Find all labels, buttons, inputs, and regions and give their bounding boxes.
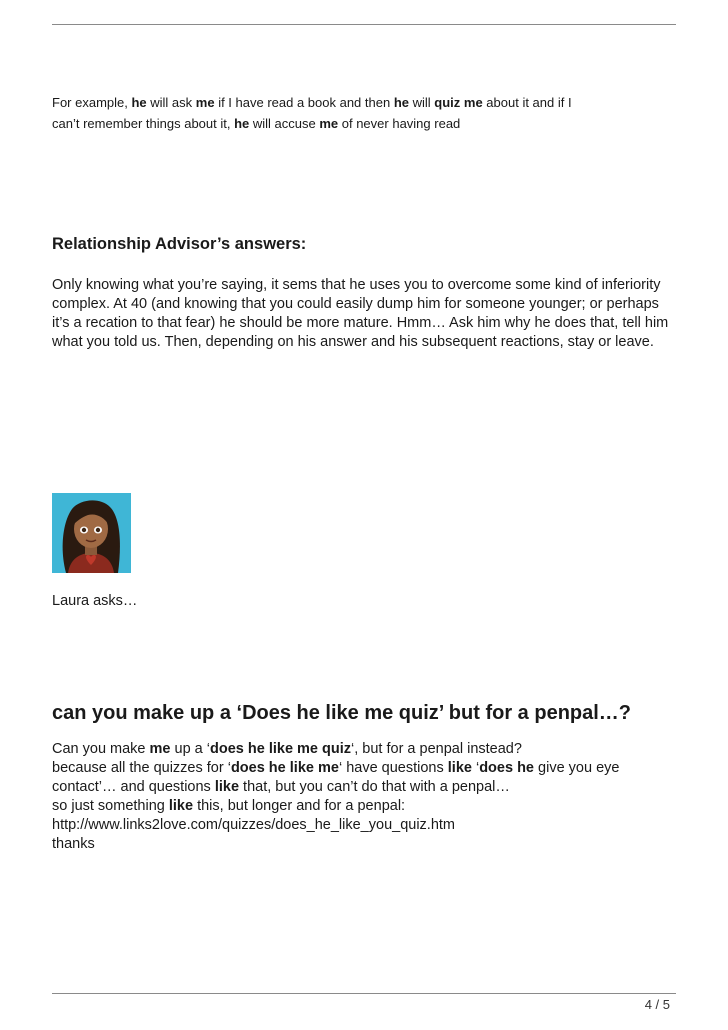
text-run: will accuse <box>249 116 320 131</box>
bold-keyword: he <box>393 95 409 110</box>
question-heading: can you make up a ‘Does he like me quiz’ but for a penpal…? <box>52 702 632 724</box>
bottom-rule <box>52 993 676 994</box>
text-run: so just something <box>52 798 169 814</box>
text-run: this, but longer and for a penpal: <box>193 798 406 814</box>
text-run: of never having read <box>338 116 461 131</box>
bold-keyword: quiz me <box>434 95 483 110</box>
advisor-line: it’s a recation to that fear) he should be more mature. Hmm… Ask him why he does that, tell him <box>52 315 669 331</box>
text-run: if I have read a book and then <box>214 95 394 110</box>
page-number: 4 / 5 <box>644 997 670 1012</box>
bold-keyword: like <box>168 798 194 814</box>
text-run: ‘ <box>471 760 480 776</box>
text-run: up a ‘ <box>170 741 210 757</box>
question-line-2 <box>52 759 682 778</box>
bold-keyword: does he like me <box>230 760 339 776</box>
question-heading-block <box>52 702 682 725</box>
text-run: because all the quizzes for ‘ <box>52 760 231 776</box>
advisor-heading-block <box>52 235 682 254</box>
bold-keyword: me <box>149 741 171 757</box>
bold-keyword: me <box>195 95 215 110</box>
laura-avatar <box>52 493 131 573</box>
quiz-link-text: http://www.links2love.com/quizzes/does_he_like_you_quiz.htm <box>52 817 455 833</box>
question-line-1 <box>52 740 682 759</box>
asker-line: Laura asks… <box>52 593 138 609</box>
thanks-line: thanks <box>52 836 95 852</box>
bold-keyword: he <box>131 95 147 110</box>
text-run: about it and if I <box>482 95 572 110</box>
text-run: ‘ have questions <box>338 760 448 776</box>
text-run: will ask <box>146 95 196 110</box>
intro-paragraph <box>52 92 682 134</box>
question-body <box>52 740 682 854</box>
intro-line-1 <box>52 92 682 113</box>
top-rule <box>52 24 676 25</box>
text-run: give you eye <box>534 760 620 776</box>
text-run: that, but you can’t do that with a penpal… <box>239 779 510 795</box>
bold-keyword: me <box>319 116 339 131</box>
text-run: contact’… and questions <box>52 779 215 795</box>
text-run: For example, <box>52 95 132 110</box>
bold-keyword: does he like me quiz <box>210 741 352 757</box>
advisor-line: complex. At 40 (and knowing that you could easily dump him for someone younger; or perhaps <box>52 296 659 312</box>
advisor-line: Only knowing what you’re saying, it sems that he uses you to overcome some kind of inferiority <box>52 277 661 293</box>
advisor-line: what you told us. Then, depending on his answer and his subsequent reactions, stay or leave. <box>52 334 654 350</box>
bold-keyword: he <box>234 116 250 131</box>
text-run: ‘, but for a penpal instead? <box>351 741 522 757</box>
bold-keyword: like <box>214 779 240 795</box>
intro-line-2 <box>52 113 682 134</box>
asker-line-block <box>52 592 682 611</box>
advisor-answer <box>52 276 682 352</box>
bold-keyword: does he <box>479 760 534 776</box>
bold-keyword: like <box>447 760 472 776</box>
question-line-3 <box>52 778 682 797</box>
text-run: can’t remember things about it, <box>52 116 235 131</box>
advisor-heading: Relationship Advisor’s answers: <box>52 235 307 253</box>
text-run: will <box>409 95 435 110</box>
text-run: Can you make <box>52 741 150 757</box>
question-line-4 <box>52 797 682 816</box>
